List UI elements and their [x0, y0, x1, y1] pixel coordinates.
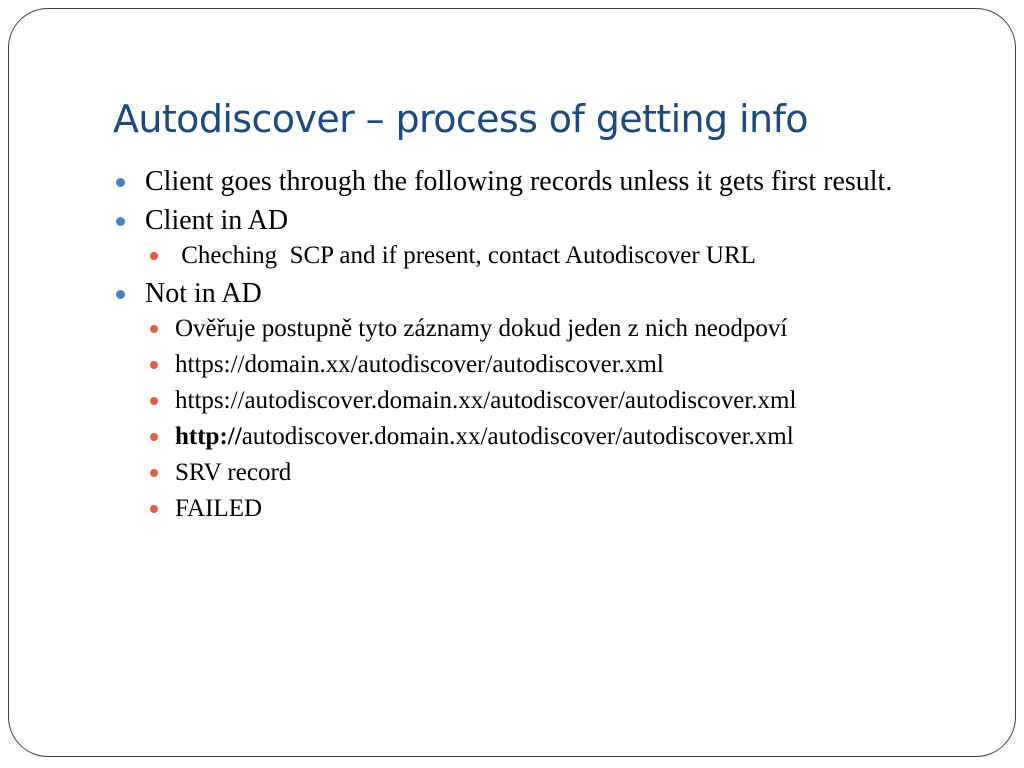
bullet-icon — [116, 290, 125, 299]
bullet-item-not-in-ad — [113, 278, 963, 523]
bullet-text: Client goes through the following records unless it gets first result. — [145, 166, 893, 197]
sub-bullet-text: https://domain.xx/autodiscover/autodiscover.xml — [175, 351, 664, 378]
sub-bullet-list — [145, 242, 963, 270]
sub-bullet-icon — [150, 325, 158, 333]
bullet-text: Not in AD — [145, 278, 262, 309]
sub-bullet-icon — [150, 397, 158, 405]
sub-bullet-item-failed — [143, 495, 963, 523]
sub-bullet-text: autodiscover.domain.xx/autodiscover/autodiscover.xml — [241, 423, 794, 450]
sub-bullet-icon — [150, 505, 158, 513]
sub-bullet-item-https-autodiscover — [143, 387, 963, 415]
bullet-icon — [116, 217, 125, 226]
sub-bullet-text: Ověřuje postupně tyto záznamy dokud jeden z nich neodpoví — [175, 315, 788, 342]
sub-bullet-icon — [150, 252, 158, 260]
sub-bullet-item-https-domain — [143, 351, 963, 379]
sub-bullet-list — [145, 315, 963, 523]
sub-bullet-item-srv-record — [143, 459, 963, 487]
bullet-item-client-in-ad — [113, 205, 963, 270]
sub-bullet-text: SRV record — [175, 459, 292, 486]
bullet-text: Client in AD — [145, 205, 289, 236]
sub-bullet-bold-prefix: http:// — [175, 423, 242, 450]
sub-bullet-icon — [150, 469, 158, 477]
slide-title: Autodiscover – process of getting info — [113, 97, 808, 141]
sub-bullet-text: Cheching SCP and if present, contact Autodiscover URL — [175, 242, 756, 269]
sub-bullet-text: https://autodiscover.domain.xx/autodiscover/autodiscover.xml — [175, 387, 797, 414]
sub-bullet-icon — [150, 361, 158, 369]
sub-bullet-item-overuje — [143, 315, 963, 343]
sub-bullet-text: FAILED — [175, 495, 263, 522]
sub-bullet-text-wrap — [175, 423, 794, 450]
bullet-item-client-goes-through — [113, 166, 963, 197]
bullet-icon — [116, 178, 125, 187]
sub-bullet-icon — [150, 433, 158, 441]
bullet-list — [113, 166, 963, 531]
sub-bullet-item-http-autodiscover — [143, 423, 963, 451]
sub-bullet-item-scp — [143, 242, 963, 270]
